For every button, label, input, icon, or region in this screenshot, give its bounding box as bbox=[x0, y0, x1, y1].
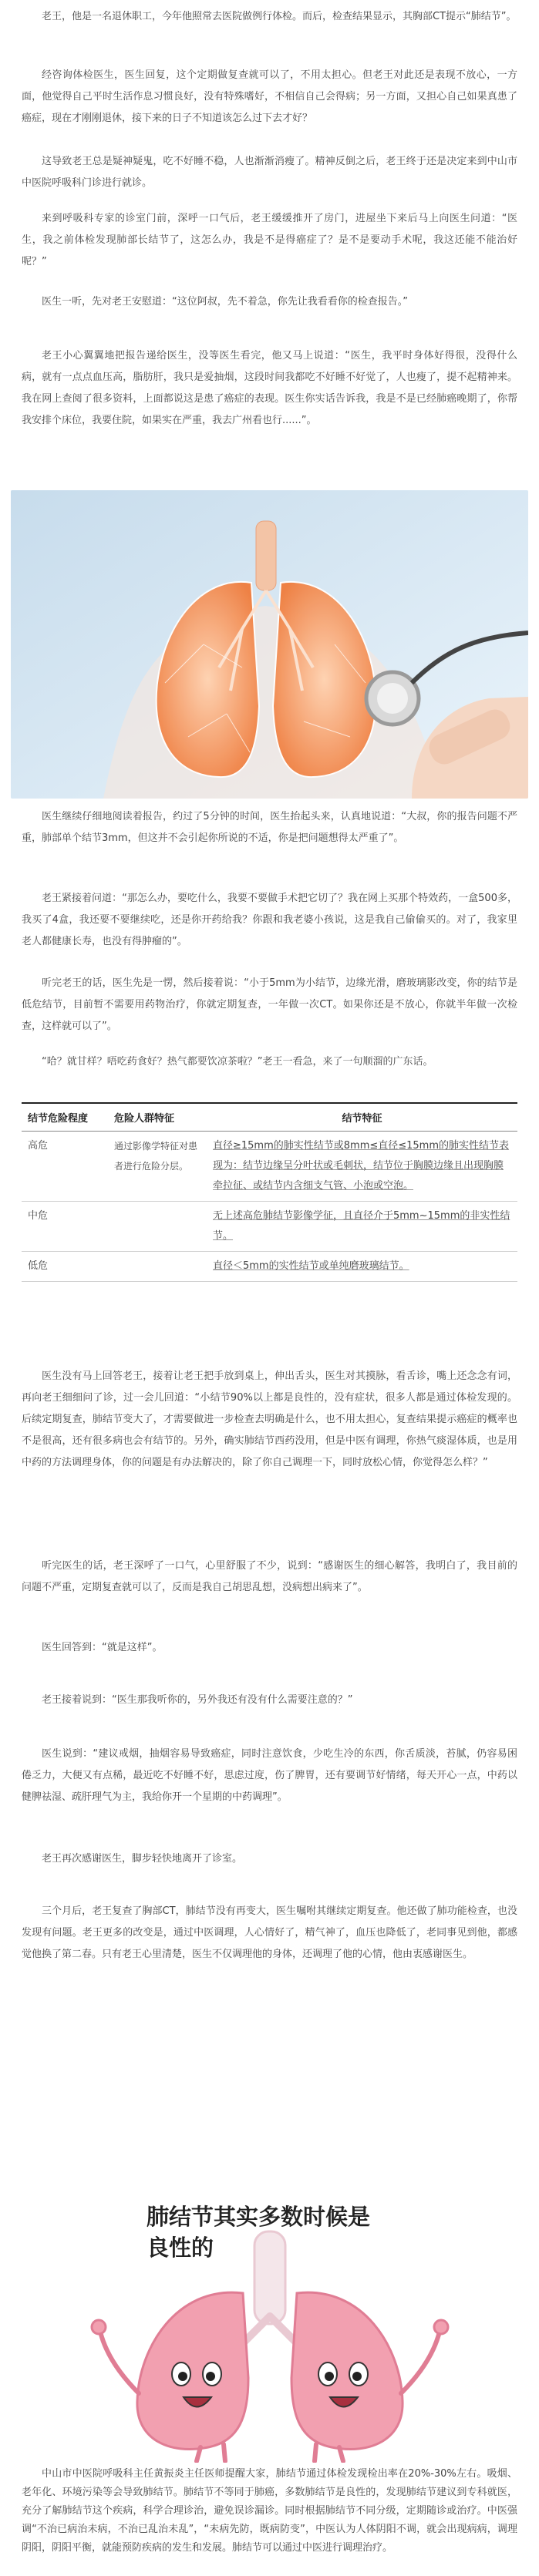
cartoon-title: 肺结节其实多数时候是 良性的 bbox=[147, 2204, 371, 2261]
header-feature: 结节特征 bbox=[207, 1103, 517, 1132]
paragraph-3: 这导致老王总是疑神疑鬼，吃不好睡不稳，人也渐渐消瘦了。精神反倒之后，老王终于还是决定来到中山市中医院呼吸科门诊进行就诊。 bbox=[22, 156, 517, 189]
paragraph-6: 老王小心翼翼地把报告递给医生，没等医生看完，他又马上说道：“医生，我平时身体好得很，没得什么病，就有一点点血压高，脂肪肝，我只是爱抽烟，这段时间我都吃不好睡不好觉了，人也瘦了，提不起精神来。我在网上查阅了很多资料，上面都说这是患了癌症的表现。医生你实话告诉我，我是不是已经肺癌晚期了，你帮我安排个床位，我要住院，如果实在严重，我去广州看也行......”。 bbox=[22, 350, 517, 426]
paragraph-14: 老王接着说到：“医生那我听你的，另外我还有没有什么需要注意的？” bbox=[42, 1694, 353, 1706]
table-row bbox=[22, 1132, 517, 1202]
paragraph-13: 医生回答到：“就是这样”。 bbox=[42, 1642, 163, 1653]
table-row bbox=[22, 1252, 517, 1282]
paragraph-9: 听完老王的话，医生先是一愣，然后接着说：“小于5mm为小结节，边缘光滑，磨玻璃影改变，你的结节是低危结节，目前暂不需要用药物治疗，你就定期复查，一年做一次CT。如果你还是不放心，你就半年做一次检查，这样就可以了”。 bbox=[22, 977, 517, 1032]
table-header-row bbox=[22, 1103, 517, 1132]
cell-level: 高危 bbox=[22, 1132, 108, 1202]
paragraph-12: 听完医生的话，老王深呼了一口气，心里舒服了不少，说到：“感谢医生的细心解答，我明白了，我目前的问题不严重，定期复查就可以了，反而是我自己胡思乱想，没病想出病来了”。 bbox=[22, 1560, 517, 1593]
lung-stethoscope-image bbox=[11, 490, 528, 799]
paragraph-16: 老王再次感谢医生，脚步轻快地离开了诊室。 bbox=[42, 1853, 243, 1865]
paragraph-8: 老王紧接着问道：“那怎么办，要吃什么，我要不要做手术把它切了？我在网上买那个特效药，一盒500多，我买了4盒，我还要不要继续吃，还是你开药给我？你跟和我老婆小孩说，这是我自己偷偷买的。对了，我家里老人都健康长寿，也没有得肿瘤的”。 bbox=[22, 893, 517, 947]
paragraph-1: 老王，他是一名退休职工，今年他照常去医院做例行体检。而后，检查结果显示，其胸部CT提示“肺结节”。 bbox=[42, 11, 517, 22]
cartoon-lungs-icon bbox=[46, 2185, 494, 2463]
nodule-risk-table bbox=[22, 1102, 517, 1282]
cell-crowd: 通过影像学特征对患者进行危险分层。 bbox=[108, 1132, 207, 1202]
paragraph-17: 三个月后，老王复查了胸部CT，肺结节没有再变大，医生嘱咐其继续定期复查。他还做了肺功能检查，也没发现有问题。老王更多的改变是，通过中医调理，人心情好了，精气神了，血压也降低了，老同事见到他，都感觉他换了第二春。只有老王心里清楚，医生不仅调理他的身体，还调理了他的心情，他由衷感谢医生。 bbox=[22, 1905, 517, 1960]
cell-level: 中危 bbox=[22, 1202, 108, 1252]
paragraph-11: 医生没有马上回答老王，接着让老王把手放到桌上，伸出舌头，医生对其摸脉，看舌诊，嘴上还念念有词，再向老王细细问了诊，过一会儿回道：“小结节90%以上都是良性的，没有症状，很多人都是通过体检发现的。后续定期复查，肺结节变大了，才需要做进一步检查去明确是什么，也不用太担心，复查结果提示癌症的概率也不是很高，还有很多病也会有结节的。另外，确实肺结节西药没用，但是中医有调理，你热气痰湿体质，也是用中药的方法调理身体，你的问题是有办法解决的，除了你自己调理一下，同时放松心情，你觉得怎么样？” bbox=[22, 1370, 517, 1468]
lung-illustration-icon bbox=[11, 490, 528, 799]
paragraph-15: 医生说到：“建议戒烟，抽烟容易导致癌症，同时注意饮食，少吃生冷的东西，你舌质淡，苔腻，仍容易困倦乏力，大便又有点稀，最近吃不好睡不好，思虑过度，伤了脾胃，还有要调节好情绪，每天开心一点，中药以健脾祛湿、疏肝理气为主，我给你开一个星期的中药调理”。 bbox=[22, 1748, 517, 1803]
cell-feature: 直径＜5mm的实性结节或单纯磨玻璃结节。 bbox=[207, 1252, 517, 1282]
paragraph-2: 经咨询体检医生，医生回复，这个定期做复查就可以了，不用太担心。但老王对此还是表现不放心，一方面，他觉得自己平时生活作息习惯良好，没有特殊嗜好，不相信自己会得病；另一方面，又担心自己如果真患了癌症，现在才刚刚退休，接下来的日子不知道该怎么过下去才好？ bbox=[22, 69, 517, 124]
paragraph-5: 医生一听，先对老王安慰道：“这位阿叔，先不着急，你先让我看看你的检查报告。” bbox=[42, 296, 408, 308]
cell-level: 低危 bbox=[22, 1252, 108, 1282]
cell-crowd bbox=[108, 1202, 207, 1252]
cell-feature: 无上述高危肺结节影像学征，且直径介于5mm~15mm的非实性结节。 bbox=[207, 1202, 517, 1252]
header-risk-level: 结节危险程度 bbox=[22, 1103, 108, 1132]
paragraph-10: “哈？就甘样？唔吃药食好？热气都要饮凉茶啦？”老王一看急，来了一句顺溜的广东话。 bbox=[42, 1056, 433, 1068]
paragraph-7: 医生继续仔细地阅读着报告，约过了5分钟的时间，医生抬起头来，认真地说道：“大叔，你的报告问题不严重，肺部单个结节3mm，但这并不会引起你所说的不适，你是把问题想得太严重了”。 bbox=[22, 811, 517, 844]
cell-feature: 直径≥15mm的肺实性结节或8mm≤直径≤15mm的肺实性结节表现为：结节边缘呈分叶状或毛刺状，结节位于胸膜边缘且出现胸膜牵拉征、或结节内含细支气管、小泡或空泡。 bbox=[207, 1132, 517, 1202]
table-row bbox=[22, 1202, 517, 1252]
header-crowd: 危险人群特征 bbox=[108, 1103, 207, 1132]
paragraph-18: 中山市中医院呼吸科主任黄振炎主任医师提醒大家，肺结节通过体检发现检出率在20%-30%左右。吸烟、老年化、环境污染等会导致肺结节。肺结节不等同于肺癌，多数肺结节是良性的，发现肺结节建议到专科就医，充分了解肺结节这个疾病，科学合理诊治，避免误诊漏诊。同时根据肺结节不同分级，定期随诊或治疗。中医强调“不治已病治未病，不治已乱治未乱”，“未病先防，既病防变”，中医认为人体阴阳不调，就会出现病病，调理阴阳，阴阳平衡，就能预防疾病的发生和发展。肺结节可以通过中医进行调理治疗。 bbox=[22, 2468, 517, 2554]
cell-crowd bbox=[108, 1252, 207, 1282]
risk-table-container bbox=[22, 1102, 517, 1282]
cartoon-lungs-image bbox=[46, 2185, 494, 2463]
paragraph-4: 来到呼吸科专家的诊室门前，深呼一口气后，老王缓缓推开了房门，进屋坐下来后马上向医生问道：“医生，我之前体检发现肺部长结节了，这怎么办，我是不是得癌症了？是不是要动手术呢，我这还能不能治好呢？” bbox=[22, 213, 517, 267]
